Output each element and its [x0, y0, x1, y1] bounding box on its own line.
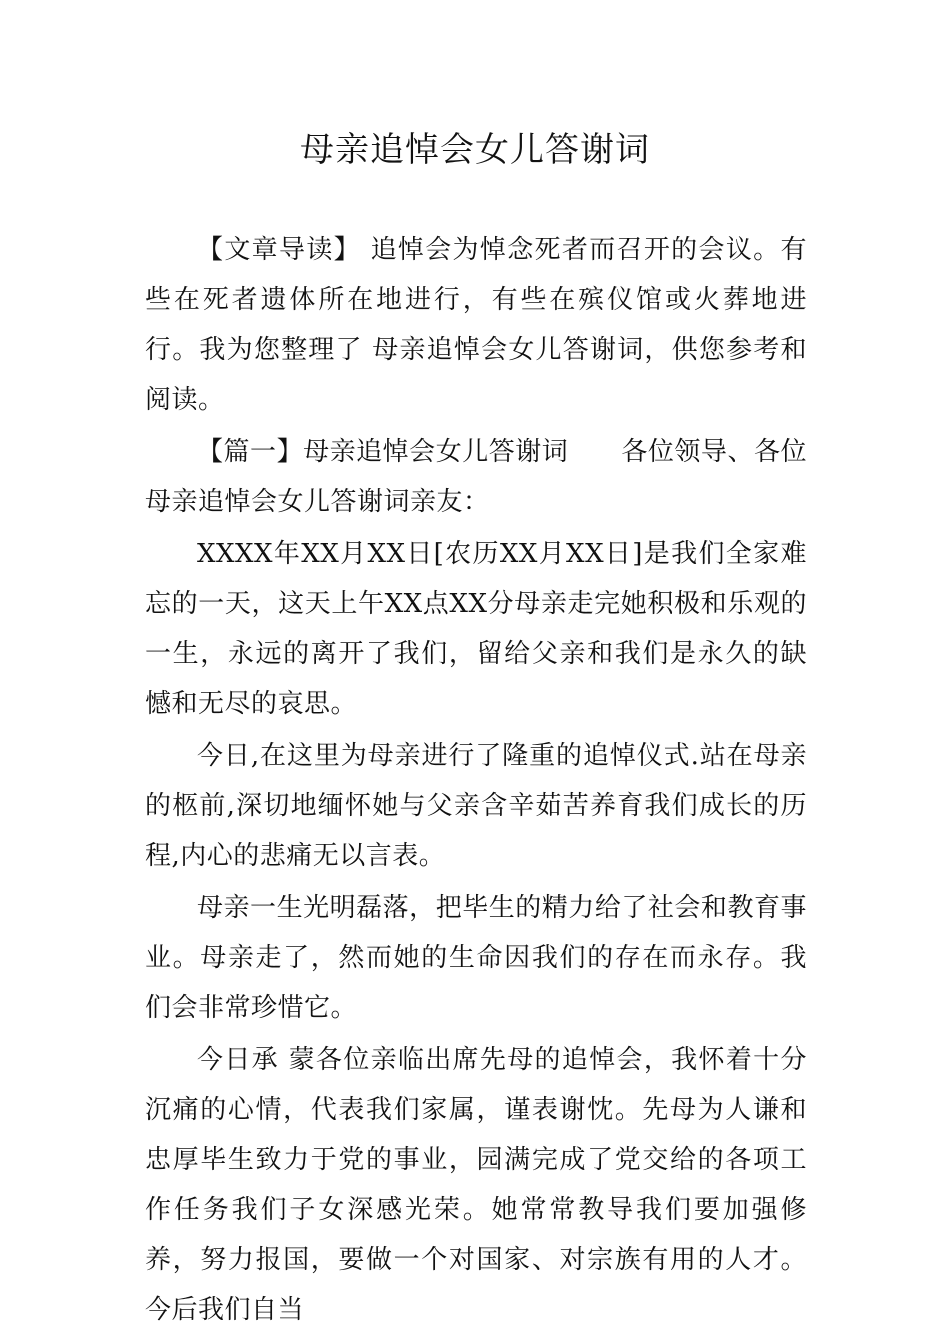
paragraph-thanks: 今日承 蒙各位亲临出席先母的追悼会，我怀着十分沉痛的心情，代表我们家属，谨表谢忱。先母为人谦和忠厚毕生致力于党的事业，园满完成了党交给的各项工作任务我们子女深感光荣。她常常教导我们要加强修养，努力报国，要做一个对国家、对宗族有用的人才。今后我们自当: [145, 1045, 807, 1325]
paragraph-section-one-heading: 【篇一】母亲追悼会女儿答谢词 各位领导、各位母亲追悼会女儿答谢词亲友：: [145, 437, 807, 517]
paragraph-intro: 【文章导读】 追悼会为悼念死者而召开的会议。有些在死者遗体所在地进行，有些在殡仪馆或火葬地进行。我为您整理了 母亲追悼会女儿答谢词，供您参考和阅读。: [145, 235, 807, 415]
document-title: 母亲追悼会女儿答谢词: [300, 130, 650, 170]
paragraph-date: XXXX年XX月XX日[农历XX月XX日]是我们全家难忘的一天，这天上午XX点XX分母亲走完她积极和乐观的一生，永远的离开了我们，留给父亲和我们是永久的缺憾和无尽的哀思。: [145, 539, 807, 719]
paragraph-ceremony: 今日,在这里为母亲进行了隆重的追悼仪式.站在母亲的柩前,深切地缅怀她与父亲含辛茹苦养育我们成长的历程,内心的悲痛无以言表。: [145, 741, 807, 871]
paragraph-mother-life: 母亲一生光明磊落，把毕生的精力给了社会和教育事业。母亲走了，然而她的生命因我们的存在而永存。我们会非常珍惜它。: [145, 893, 807, 1023]
document-body: [145, 225, 807, 1337]
